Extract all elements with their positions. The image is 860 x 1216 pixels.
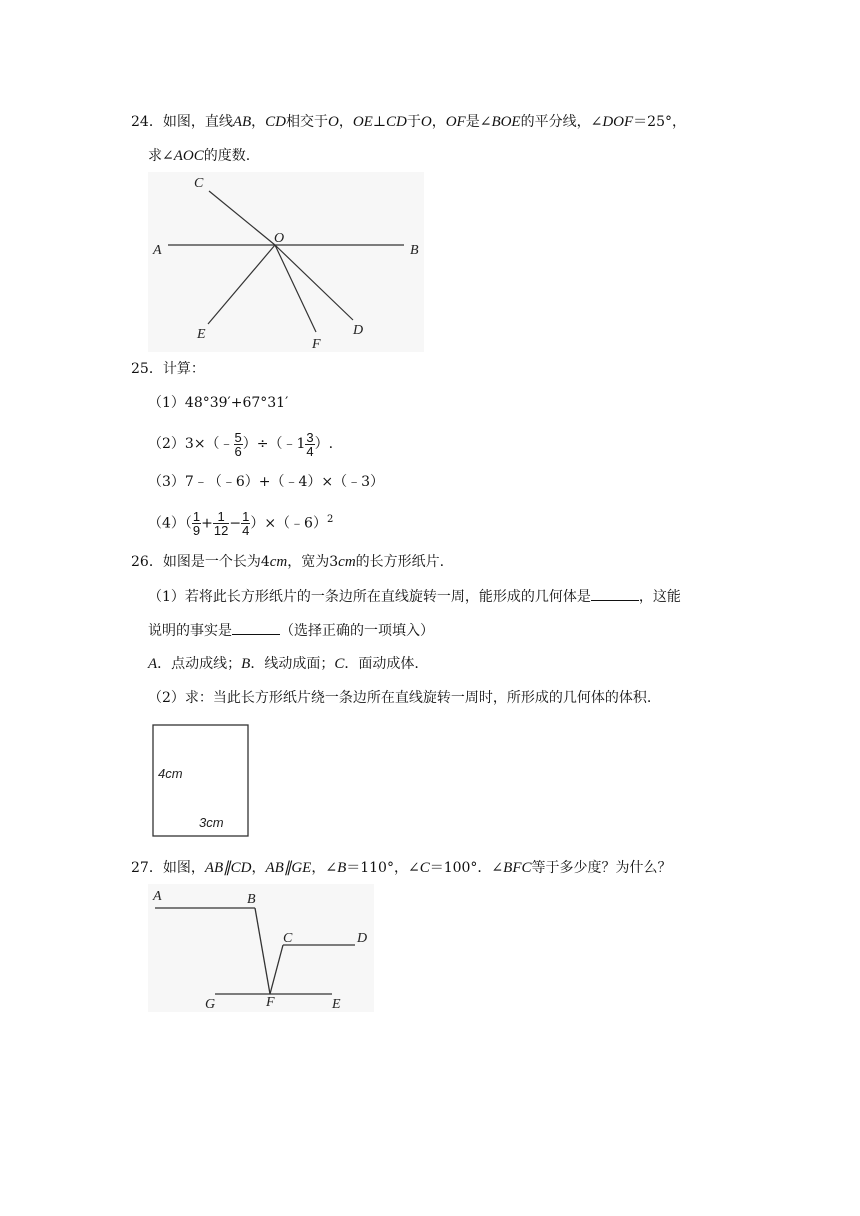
q27-text: ＝100°．∠ — [429, 860, 504, 876]
q26-text: ，宽为3 — [287, 554, 339, 570]
q26-options — [148, 654, 419, 674]
q27-text: ＝110°，∠ — [346, 860, 420, 876]
exponent: 2 — [326, 514, 334, 525]
option-b-letter: B — [241, 656, 251, 672]
q26-text: 如图是一个长为4 — [162, 554, 270, 570]
q24-line1 — [131, 112, 686, 132]
q26-unit: cm — [269, 554, 288, 570]
q24-text: ， — [251, 114, 266, 130]
fraction — [234, 431, 243, 458]
length-label: 4cm — [158, 766, 183, 781]
q24-text: 的度数. — [203, 148, 251, 164]
q27-number: 27． — [131, 860, 163, 876]
denominator: 4 — [306, 443, 314, 459]
q24-var: CD — [386, 114, 407, 130]
q27-var: B — [337, 860, 347, 876]
q24-line2 — [148, 146, 250, 166]
q24-text: 求∠ — [148, 148, 174, 164]
q26-text: （1）若将此长方形纸片的一条边所在直线旋转一周，能形成的几何体是 — [148, 589, 591, 605]
q25-text: （4）（ — [148, 515, 192, 532]
q27-line1 — [131, 858, 672, 878]
numerator: 1 — [213, 510, 229, 524]
q24-text: 如图，直线 — [162, 114, 233, 130]
q24-var: OF — [445, 114, 466, 130]
q24-text: ＝25°， — [633, 114, 686, 130]
label-f: F — [312, 337, 321, 352]
q24-text: 是∠ — [465, 114, 492, 130]
q24-text: ， — [338, 114, 353, 130]
q24-text: 相交于 — [286, 114, 328, 130]
q24-text: ⊥ — [372, 114, 387, 130]
q25-text: ）÷（﹣1 — [242, 436, 306, 452]
q24-text: 的平分线，∠ — [520, 114, 603, 130]
q24-text: 于 — [406, 114, 421, 130]
q24-var: CD — [265, 114, 286, 130]
figure-background — [148, 172, 424, 352]
label-c: C — [283, 931, 293, 946]
label-e: E — [197, 327, 206, 342]
q25-part4 — [148, 504, 333, 540]
denominator: 4 — [242, 523, 250, 539]
option-c-text: ．面动成体. — [344, 656, 419, 672]
numerator: 1 — [192, 509, 201, 525]
q26-sub1 — [148, 586, 681, 607]
q26-number: 26． — [131, 554, 163, 570]
q24-var: O — [420, 114, 432, 130]
q24-var: DOF — [602, 114, 634, 130]
q24-var: BOE — [491, 114, 521, 130]
q25-text: + — [201, 515, 213, 532]
q26-sub1-cont — [148, 620, 434, 641]
label-o: O — [274, 231, 285, 246]
answer-blank[interactable] — [232, 620, 280, 635]
label-d: D — [357, 931, 368, 946]
option-c-letter: C — [334, 656, 345, 672]
q24-text: ， — [431, 114, 446, 130]
q27-var: AB∥CD — [204, 860, 252, 876]
label-e: E — [332, 997, 341, 1012]
q25-text: （2）3×（﹣ — [148, 436, 234, 452]
q25-part1 — [148, 393, 288, 413]
denominator: 6 — [234, 443, 242, 459]
q24-var: O — [328, 114, 339, 130]
label-g: G — [205, 997, 216, 1012]
q27-text: 等于多少度？为什么？ — [531, 860, 672, 876]
q25-part3-text: （3）7﹣（﹣6）+（﹣4）×（﹣3） — [148, 474, 384, 490]
denominator: 9 — [192, 523, 201, 539]
label-f: F — [266, 995, 275, 1010]
option-a-text: ．点动成线； — [157, 656, 242, 672]
label-b: B — [410, 243, 419, 258]
q25-number: 25． — [131, 361, 163, 377]
numerator: 3 — [306, 429, 314, 445]
figure-background — [148, 884, 374, 1012]
fraction — [241, 510, 250, 537]
q25-text: − — [229, 515, 242, 532]
width-label: 3cm — [199, 815, 224, 830]
q25-text: 计算： — [162, 361, 205, 377]
q26-text: 的长方形纸片. — [355, 554, 445, 570]
q25-text: ）×（﹣6） — [250, 515, 327, 532]
q24-var: AB — [232, 114, 252, 130]
q24-number: 24． — [131, 114, 163, 130]
label-d: D — [353, 323, 364, 338]
q27-var: AB∥GE — [265, 860, 312, 876]
q26-line1 — [131, 552, 444, 572]
label-c: C — [194, 176, 204, 191]
q27-var: C — [419, 860, 430, 876]
q27-figure — [148, 884, 374, 1012]
q25-text: ）. — [314, 436, 334, 452]
q27-text: ， — [251, 860, 266, 876]
answer-blank[interactable] — [591, 586, 639, 601]
fraction — [305, 431, 314, 458]
q25-part3 — [148, 472, 384, 492]
numerator: 1 — [242, 509, 250, 525]
q24-figure — [148, 172, 424, 352]
q26-text: 说明的事实是 — [148, 623, 232, 639]
q24-var: AOC — [173, 148, 204, 164]
denominator: 12 — [213, 523, 229, 539]
q25-part1-text: （1）48°39′+67°31′ — [148, 395, 289, 411]
q26-sub2 — [148, 688, 651, 708]
label-a: A — [153, 243, 162, 258]
fraction — [213, 510, 229, 537]
label-a: A — [153, 889, 162, 904]
q27-var: BFC — [503, 860, 532, 876]
q25-title — [131, 359, 205, 379]
q25-part2 — [148, 428, 333, 460]
q27-text: 如图， — [162, 860, 205, 876]
numerator: 5 — [234, 429, 242, 445]
q26-rectangle-figure — [151, 724, 251, 838]
q24-var: OE — [352, 114, 373, 130]
q27-text: ，∠ — [311, 860, 338, 876]
q26-unit: cm — [338, 554, 356, 570]
q26-text: （2）求：当此长方形纸片绕一条边所在直线旋转一周时，所形成的几何体的体积. — [148, 690, 652, 706]
fraction — [192, 510, 201, 537]
option-a-letter: A — [148, 656, 158, 672]
label-b: B — [247, 892, 256, 907]
option-b-text: ．线动成面； — [250, 656, 335, 672]
q26-text: ，这能 — [638, 589, 681, 605]
q26-text: （选择正确的一项填入） — [280, 623, 434, 639]
